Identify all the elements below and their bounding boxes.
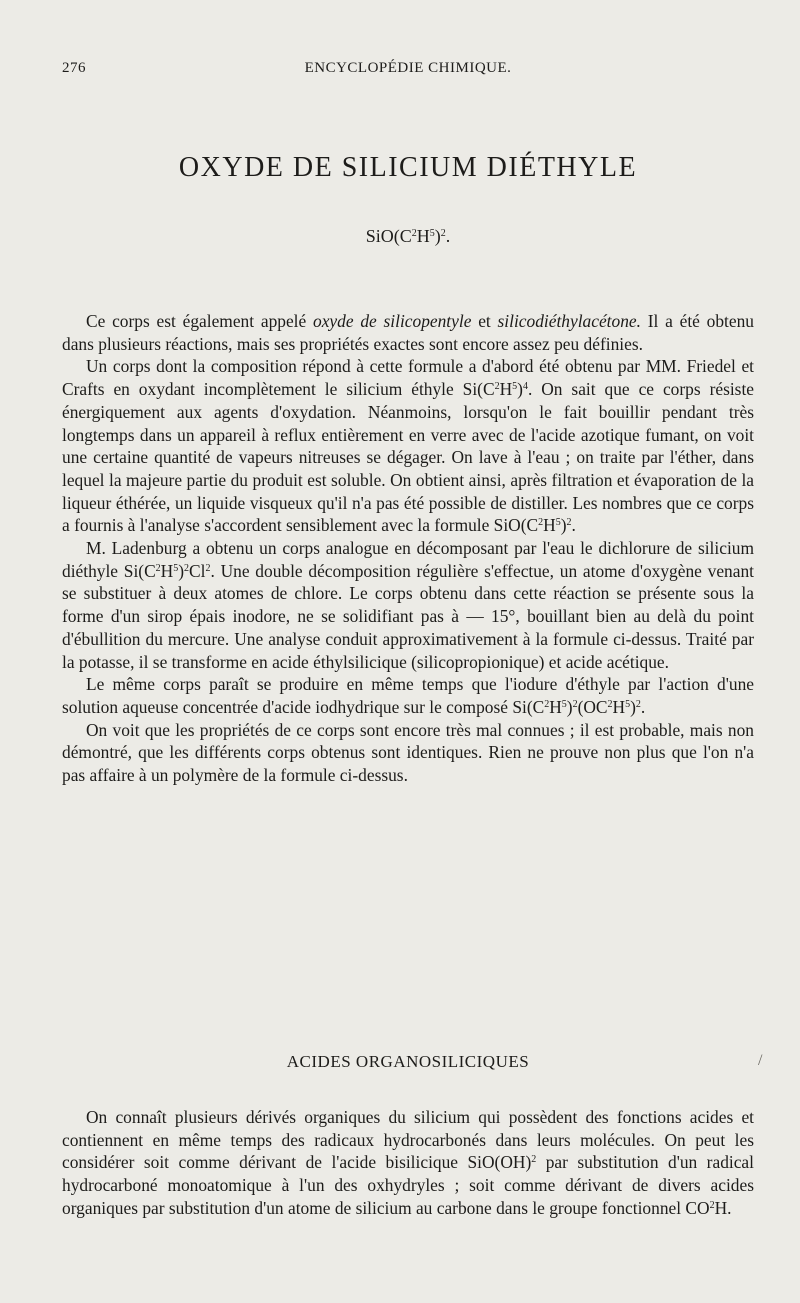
stray-mark: / bbox=[758, 1052, 763, 1069]
paragraph: Le même corps paraît se produire en même temps que l'iodure d'éthyle par l'action d'une solution aqueuse concentrée d'acide iodhydrique sur le composé $Si(C^2H^5)^2(OC^2H^5)^2$. bbox=[62, 674, 754, 717]
section-body bbox=[62, 1106, 754, 1220]
article-formula: $SiO(C^2H^5)^2$. bbox=[365, 226, 451, 246]
paragraph: Un corps dont la composition répond à cette formule a d'abord été obtenu par MM. Friedel et Crafts en oxydant incomplètement le silicium éthyle $Si(C^2H^5)^4$. On sait que ce corps résiste énergiquement aux agents d'oxydation. Néanmoins, lorsqu'on le fait bouillir pendant très longtemps dans un appareil à reflux entièrement en verre avec de l'acide azotique fumant, on voit une certaine quantité de vapeurs nitreuses se dégager. On lave à l'eau ; on traite par l'éther, dans lequel la majeure partie du produit est soluble. On obtient ainsi, après filtration et évaporation de la liqueur éthérée, un liquide visqueux qu'il n'a pas été possible de distiller. Les nombres que ce corps a fournis à l'analyse s'accordent sensiblement avec la formule $SiO(C^2H^5)^2$. bbox=[62, 356, 755, 536]
running-title: ENCYCLOPÉDIE CHIMIQUE. bbox=[304, 60, 512, 76]
section-title: ACIDES ORGANOSILICIQUES bbox=[286, 1052, 530, 1071]
paragraph: On voit que les propriétés de ce corps sont encore très mal connues ; il est probable, mais non démontré, que les différents corps obtenus sont identiques. Rien ne prouve non plus que l'on n'a pas affaire à un polymère de la formule ci-dessus. bbox=[62, 719, 754, 786]
page-number: 276 bbox=[62, 60, 86, 76]
running-head bbox=[62, 60, 754, 80]
paragraph: M. Ladenburg a obtenu un corps analogue en décomposant par l'eau le dichlorure de silicium diéthyle $Si(C^2H^5)^2Cl^2$. Une double décomposition régulière s'effectue, un atome d'oxygène venant se substituer à deux atomes de chlore. Le corps obtenu dans cette réaction se présente sous la forme d'un sirop épais inodore, ne se solidifiant pas à — 15°, bouillant bien au delà du point d'ébullition du mercure. Une analyse conduit approximativement à la formule ci-dessus. Traité par la potasse, il se transforme en acide éthylsilicique (silicopropionique) et acide acétique. bbox=[62, 538, 754, 672]
article-body bbox=[62, 310, 754, 787]
paragraph: Ce corps est également appelé oxyde de silicopentyle et silicodiéthylacétone. Il a été obtenu dans plusieurs réactions, mais ses propriétés exactes sont encore assez peu définies. bbox=[62, 311, 754, 354]
paragraph: On connaît plusieurs dérivés organiques du silicium qui possèdent des fonctions acides et contiennent en même temps des radicaux hydrocarbonés dans leurs molécules. On peut les considérer soit comme dérivant de l'acide bisilicique SiO(OH)$^2$ par substitution d'un radical hydrocarboné monoatomique à l'un des oxhydryles ; soit comme dérivant de divers acides organiques par substitution d'un atome de silicium au carbone dans le groupe fonctionnel $CO^2H$. bbox=[62, 1107, 754, 1218]
article-title: OXYDE DE SILICIUM DIÉTHYLE bbox=[178, 152, 638, 183]
